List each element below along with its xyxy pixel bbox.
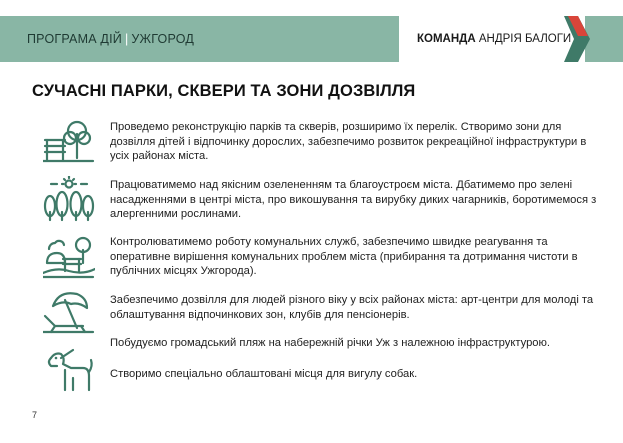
item-text: Контролюватимемо роботу комунальних служб, забезпечимо швидке реагування та оперативне вирішення комунальних проблем міста (прибирання та дотримання чистоти в публічних місцях Ужгорода). [110, 236, 578, 278]
city-name: УЖГОРОД [131, 32, 195, 46]
page-title: СУЧАСНІ ПАРКИ, СКВЕРИ ТА ЗОНИ ДОЗВІЛЛЯ [32, 82, 416, 100]
park-bench-tree-icon [43, 118, 95, 164]
team-name: АНДРІЯ БАЛОГИ [478, 33, 572, 45]
item-text: Забезпечимо дозвілля для людей різного віку у всіх районах міста: арт-центри для молоді та облаштування відпочинкових зон, клубів для пенсіонерів. [110, 294, 594, 321]
item-text: Побудуємо громадський пляж на набережній річки Уж з належною інфраструктурою. [110, 337, 551, 349]
program-title: ПРОГРАМА ДІЙ [27, 32, 122, 46]
beach-umbrella-lounger-icon [43, 288, 95, 334]
team-label [417, 16, 571, 62]
flag-logo-icon [564, 16, 590, 62]
program-label [27, 16, 194, 62]
team-badge [399, 16, 585, 62]
page-number: 7 [32, 410, 38, 420]
park-landscape-icon [43, 233, 95, 279]
trees-sun-icon [43, 176, 95, 222]
header-separator: | [124, 32, 129, 46]
item-text: Працюватимемо над якісним озелененням та благоустроєм міста. Дбатимемо про зелені насадженнями в центрі міста, про викошування та вирубку диких чагарників, боротимемося з алергенними рослинами. [110, 179, 597, 221]
item-text: Проведемо реконструкцію парків та скверів, розширимо їх перелік. Створимо зони для дозвілля дітей і відпочинку дорослих, забезпечимо розвиток рекреаційної інфраструктури в усіх районах міста. [110, 121, 587, 163]
item-text: Створимо спеціально облаштовані місця для вигулу собак. [110, 368, 418, 380]
dog-icon [43, 348, 95, 394]
team-bold: КОМАНДА [417, 33, 476, 45]
